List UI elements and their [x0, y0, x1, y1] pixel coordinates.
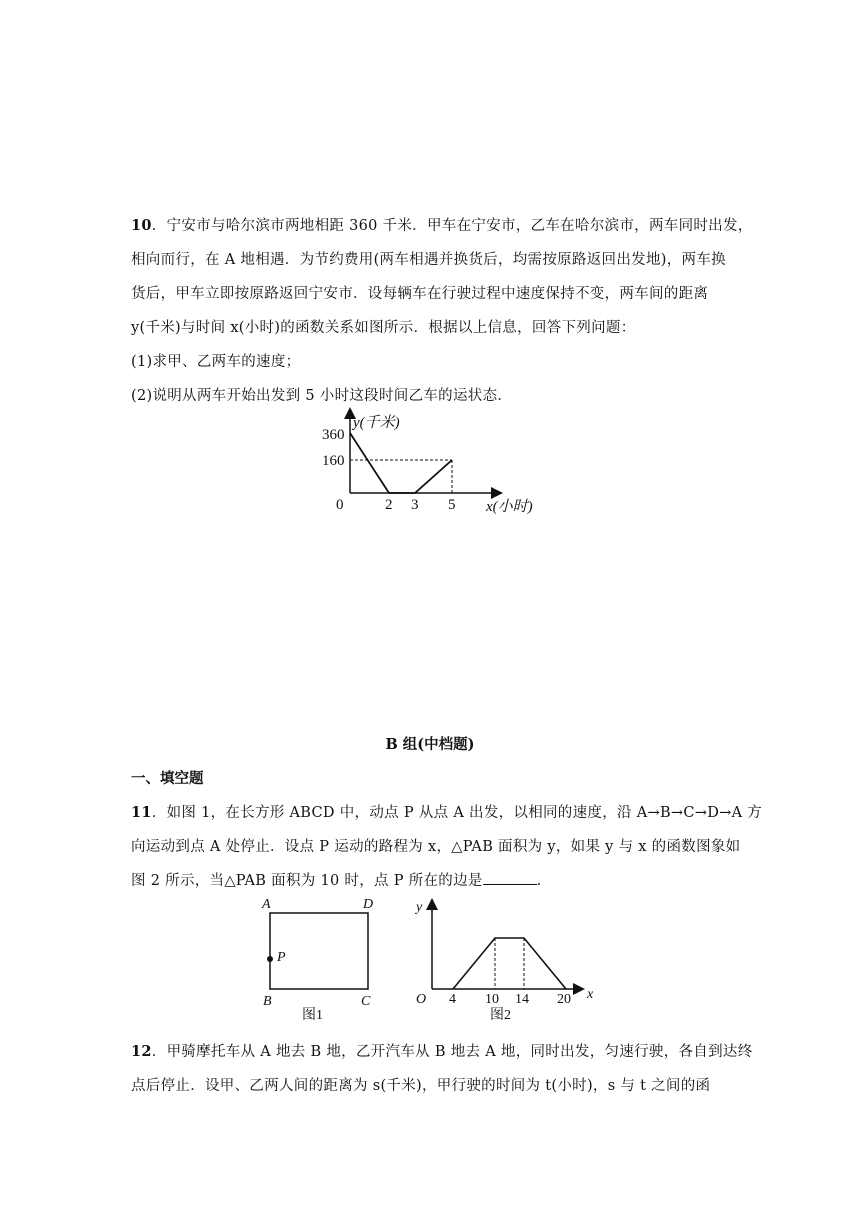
q10-number: 10	[131, 217, 152, 234]
q10-x-tick-2: 2	[385, 497, 393, 513]
q10-x-tick-3: 3	[411, 497, 419, 513]
label-a: A	[262, 897, 271, 912]
q10-x-tick-5: 5	[448, 497, 456, 513]
q12-number: 12	[131, 1043, 152, 1060]
q12-line-1: 12．甲骑摩托车从 A 地去 B 地，乙开汽车从 B 地去 A 地，同时出发，匀速行驶，各自到达终	[131, 1043, 753, 1060]
q11-function-line	[453, 938, 566, 989]
q12-line-2: 点后停止．设甲、乙两人间的距离为 s(千米)，甲行驶的时间为 t(小时)，s 与 t 之间的函	[131, 1078, 711, 1094]
q10-y-label: y(千米)	[353, 415, 400, 431]
q10-line-2: 相向而行，在 A 地相遇．为节约费用(两车相遇并换货后，均需按原路返回出发地)，两车换	[131, 252, 726, 268]
q10-line-1: 10．宁安市与哈尔滨市两地相距 360 千米．甲车在宁安市，乙车在哈尔滨市，两车同时出发，	[131, 217, 753, 234]
q11-fig1	[258, 895, 388, 1027]
q10-function-line	[350, 433, 452, 493]
q11-line-1: 11．如图 1，在长方形 ABCD 中，动点 P 从点 A 出发，以相同的速度，沿 A→B→C→D→A 方	[131, 804, 763, 821]
label-b: B	[263, 994, 272, 1009]
q11-line-2: 向运动到点 A 处停止．设点 P 运动的路程为 x，△PAB 面积为 y，如果 y 与 x 的函数图象如	[131, 839, 741, 855]
q10-sub1: (1)求甲、乙两车的速度；	[131, 354, 301, 370]
q11-number: 11	[131, 804, 152, 821]
q11-x-tick-20: 20	[557, 992, 571, 1007]
q11-x-tick-4: 4	[449, 992, 456, 1007]
q10-y-tick-160: 160	[322, 453, 345, 469]
q10-graph	[300, 405, 560, 530]
q11-x-label: x	[587, 987, 594, 1002]
q11-line-3: 图 2 所示，当△PAB 面积为 10 时，点 P 所在的边是 ．	[131, 873, 552, 889]
q10-x-label: x(小时)	[486, 499, 533, 515]
label-d: D	[363, 897, 374, 912]
label-p: P	[277, 950, 286, 965]
q11-origin: O	[416, 992, 427, 1007]
q11-y-label: y	[416, 900, 423, 915]
q11-x-tick-10: 10	[485, 992, 499, 1007]
label-c: C	[361, 994, 371, 1009]
q11-fig2	[410, 895, 600, 1027]
q10-line-4: y(千米)与时间 x(小时)的函数关系如图所示．根据以上信息，回答下列问题：	[131, 320, 636, 336]
q11-x-tick-14: 14	[515, 992, 529, 1007]
group-b-title: B 组(中档题)	[385, 736, 475, 753]
section-fill-blank: 一、填空题	[131, 770, 204, 787]
q10-origin: 0	[336, 497, 344, 513]
q10-sub2: (2)说明从两车开始出发到 5 小时这段时间乙车的运状态．	[131, 388, 513, 404]
fig2-caption: 图2	[490, 1008, 511, 1023]
fig1-caption: 图1	[302, 1008, 323, 1023]
q10-y-tick-360: 360	[322, 427, 345, 443]
point-p	[267, 956, 273, 962]
answer-blank[interactable]	[483, 872, 537, 885]
q10-line-3: 货后，甲车立即按原路返回宁安市．设每辆车在行驶过程中速度保持不变，两车间的距离	[131, 286, 709, 302]
